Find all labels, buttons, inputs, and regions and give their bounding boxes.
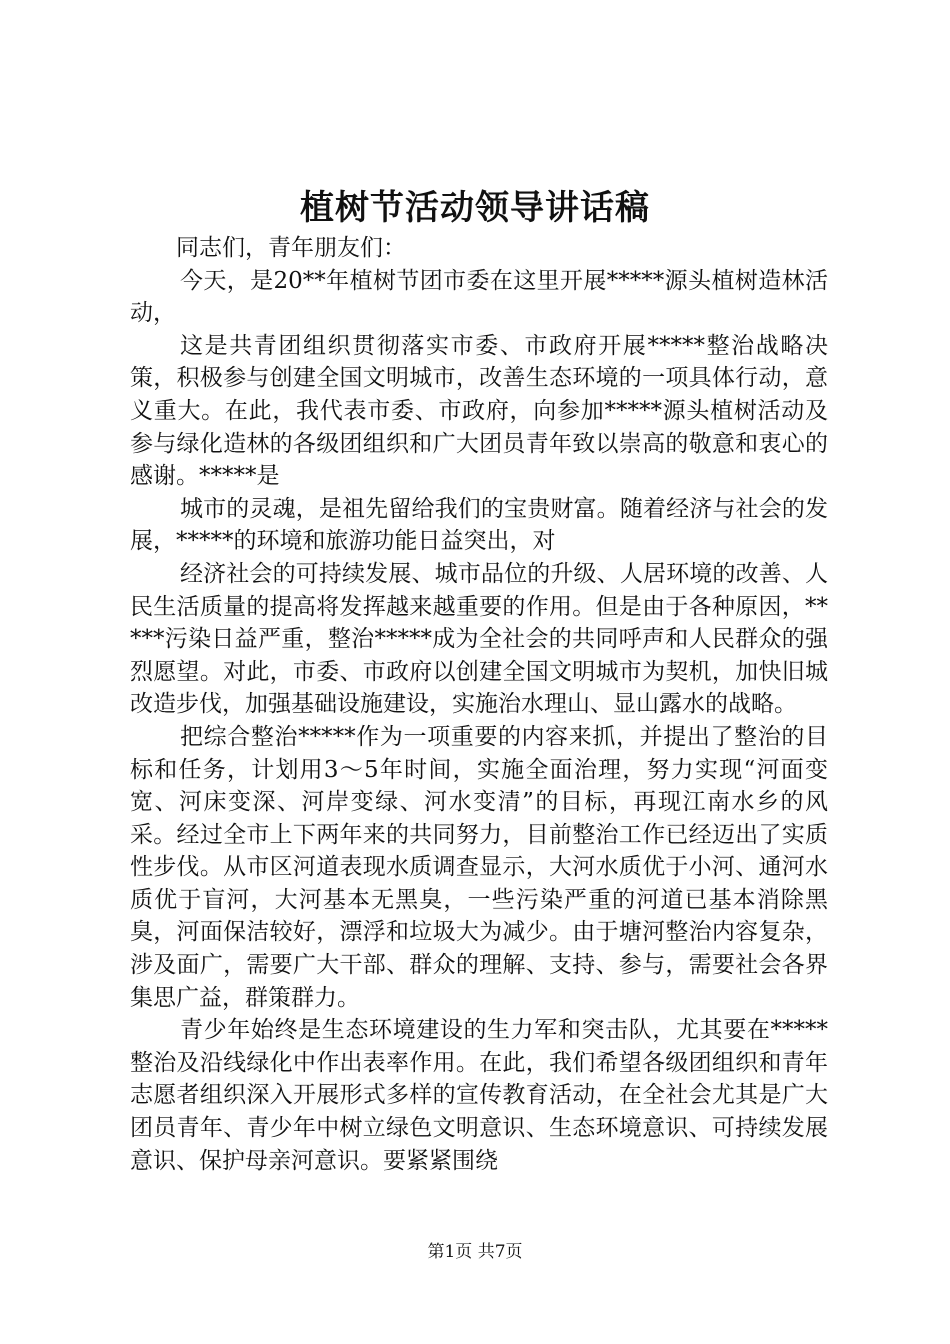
page-number-footer: 第1页 共7页 (427, 1242, 523, 1262)
salutation-paragraph: 同志们，青年朋友们： (176, 235, 406, 261)
body-paragraph: 城市的灵魂，是祖先留给我们的宝贵财富。随着经济与社会的发展，*****的环境和旅游功能日益突出，对 (130, 495, 828, 555)
body-paragraph: 这是共青团组织贯彻落实市委、市政府开展*****整治战略决策，积极参与创建全国文明城市，改善生态环境的一项具体行动，意义重大。在此，我代表市委、市政府，向参加*****源头植树活动及参与绿化造林的各级团组织和广大团员青年致以崇高的敬意和衷心的感谢。*****是 (130, 332, 828, 490)
document-body (130, 232, 828, 1177)
body-paragraph: 今天，是20**年植树节团市委在这里开展*****源头植树造林活动， (130, 267, 828, 327)
body-paragraph: 经济社会的可持续发展、城市品位的升级、人居环境的改善、人民生活质量的提高将发挥越来越重要的作用。但是由于各种原因，*****污染日益严重，整治*****成为全社会的共同呼声和人民群众的强烈愿望。对此，市委、市政府以创建全国文明城市为契机，加快旧城改造步伐，加强基础设施建设，实施治水理山、显山露水的战略。 (130, 560, 828, 718)
document-title: 植树节活动领导讲话稿 (300, 188, 650, 228)
body-paragraph: 把综合整治*****作为一项重要的内容来抓，并提出了整治的目标和任务，计划用3～5年时间，实施全面治理，努力实现“河面变宽、河床变深、河岸变绿、河水变清”的目标，再现江南水乡的风采。经过全市上下两年来的共同努力，目前整治工作已经迈出了实质性步伐。从市区河道表现水质调查显示，大河水质优于小河、通河水质优于盲河，大河基本无黑臭，一些污染严重的河道已基本消除黑臭，河面保洁较好，漂浮和垃圾大为减少。由于塘河整治内容复杂，涉及面广，需要广大干部、群众的理解、支持、参与，需要社会各界集思广益，群策群力。 (130, 723, 828, 1011)
body-paragraph: 青少年始终是生态环境建设的生力军和突击队，尤其要在*****整治及沿线绿化中作出表率作用。在此，我们希望各级团组织和青年志愿者组织深入开展形式多样的宣传教育活动，在全社会尤其是广大团员青年、青少年中树立绿色文明意识、生态环境意识、可持续发展意识、保护母亲河意识。要紧紧围绕 (130, 1017, 828, 1174)
